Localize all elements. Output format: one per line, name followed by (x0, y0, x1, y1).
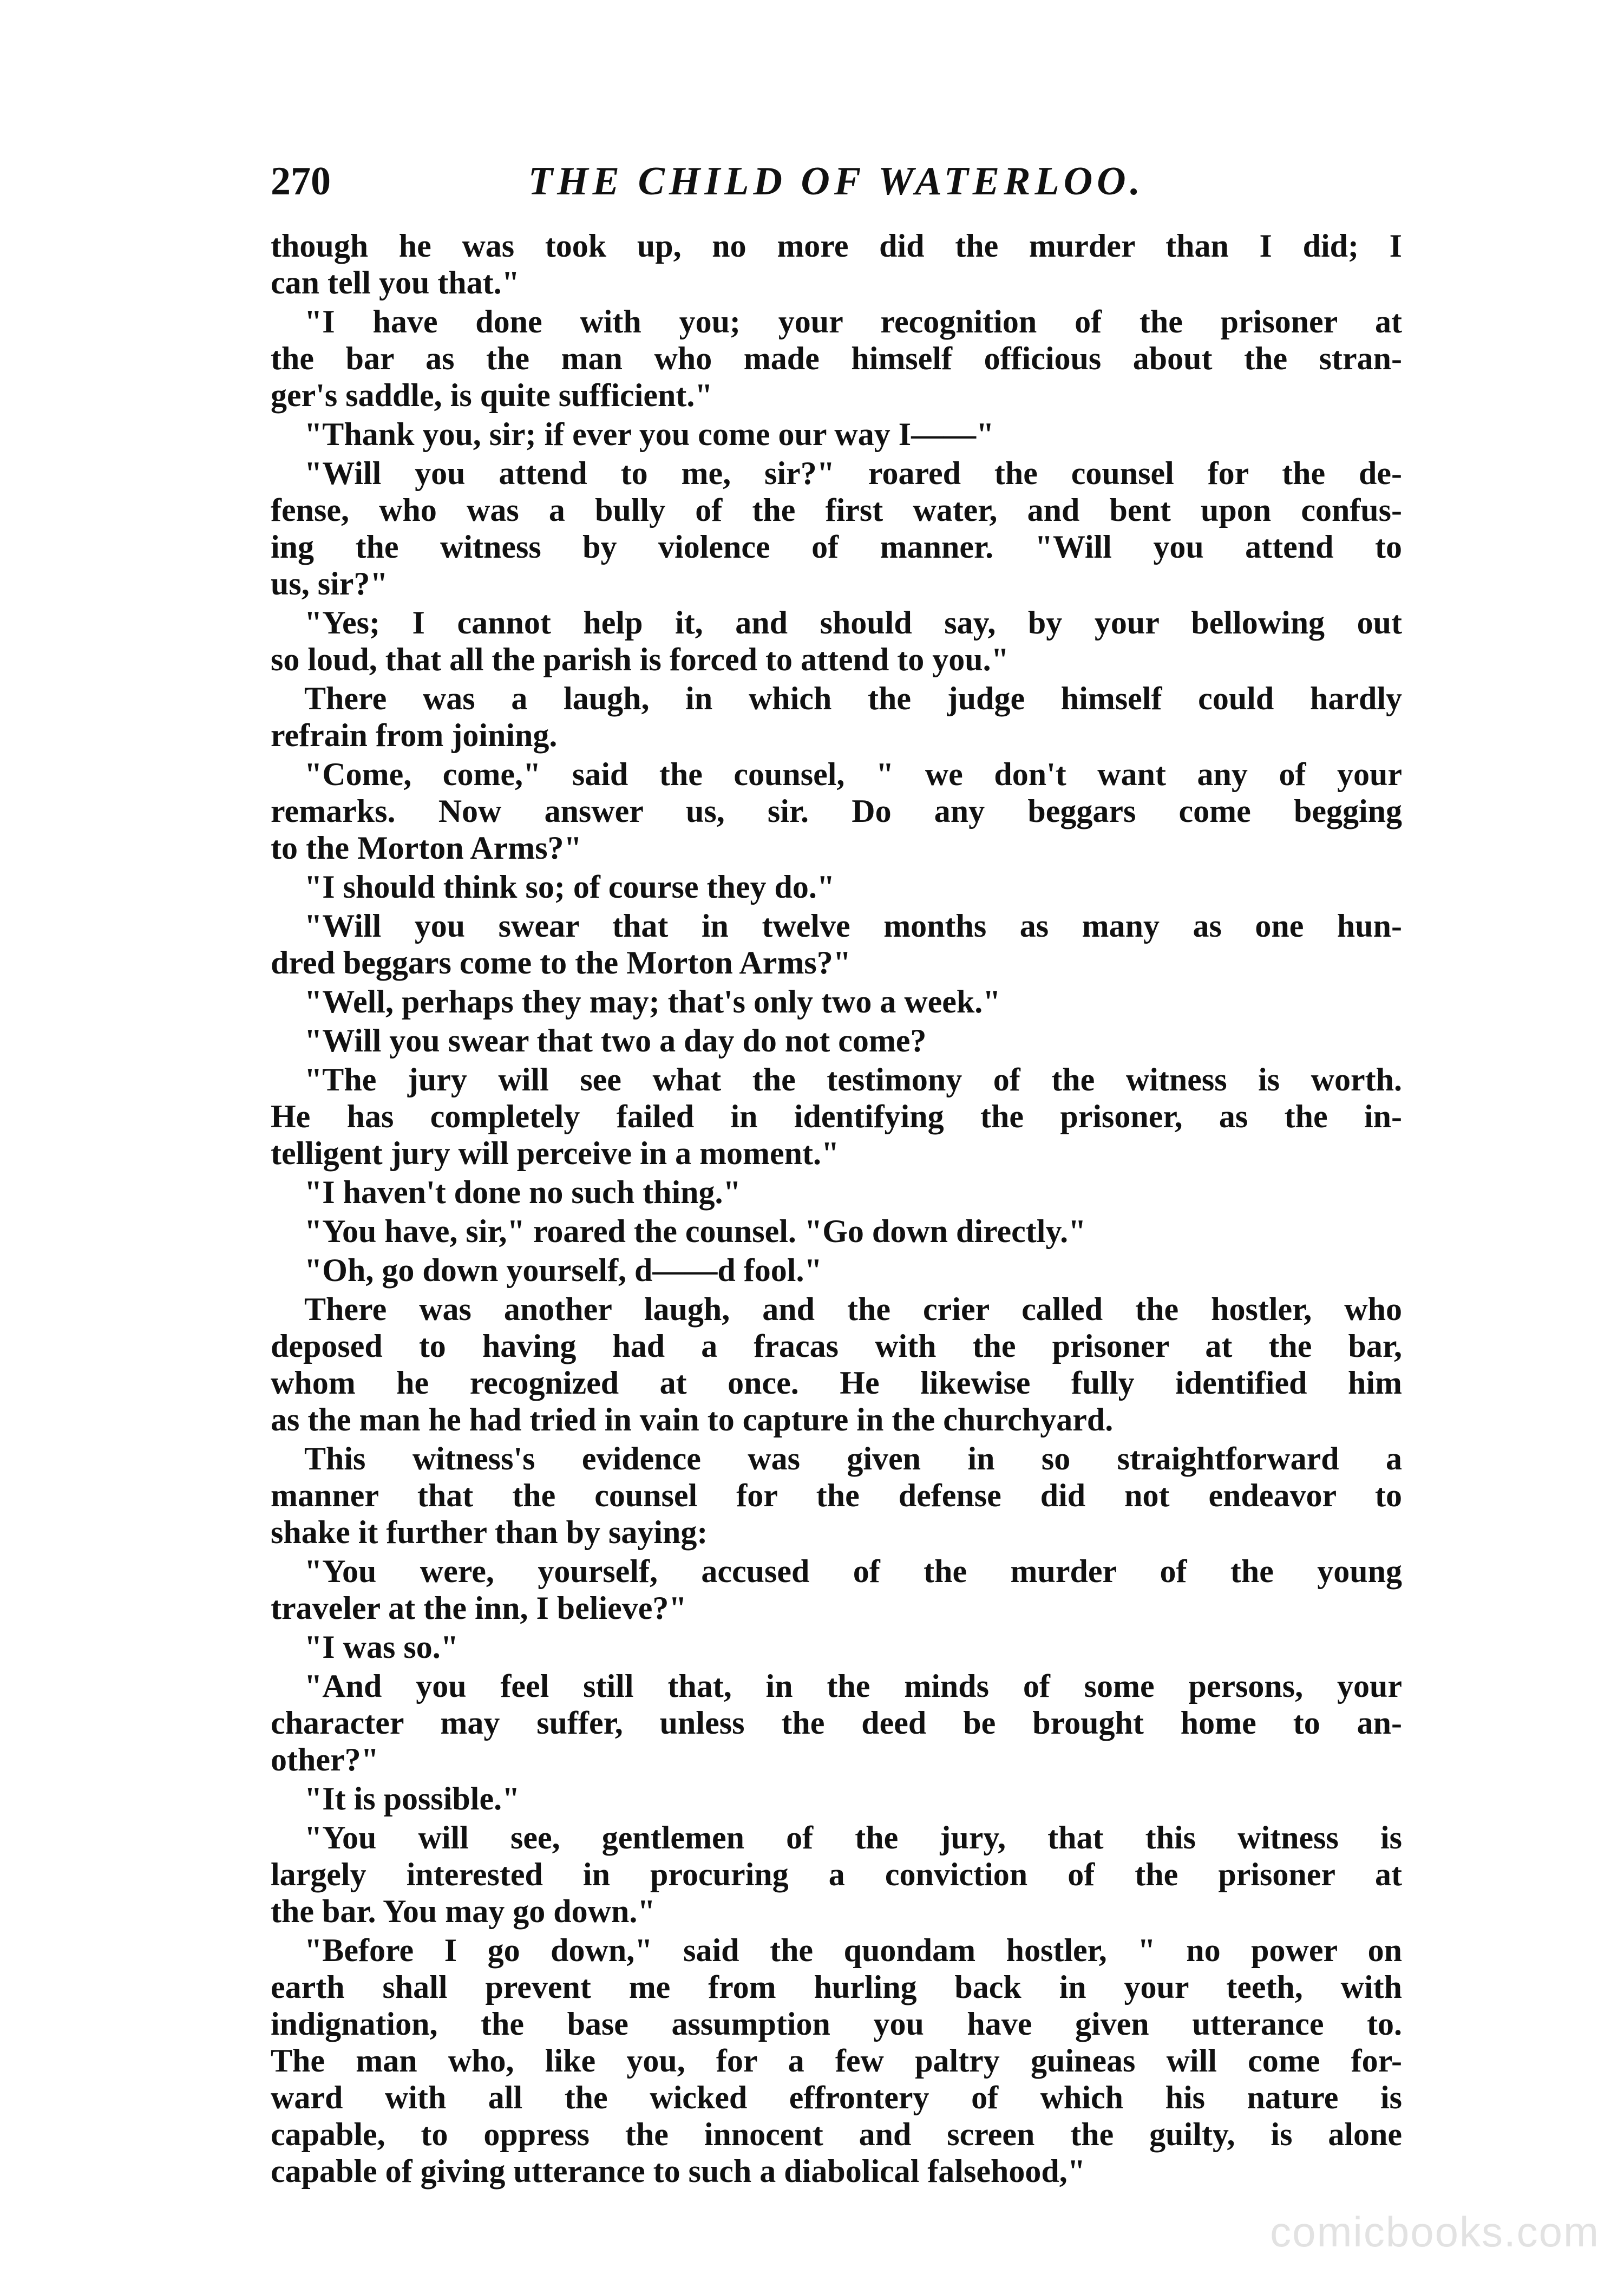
text-line: the bar as the man who made himself officious about the stran- (271, 341, 1402, 376)
text-line: shake it further than by saying: (271, 1514, 708, 1550)
text-line: can tell you that." (271, 265, 520, 300)
text-line: This witness's evidence was given in so straightforward a (304, 1441, 1402, 1476)
text-line: telligent jury will perceive in a moment." (271, 1135, 840, 1171)
text-line: traveler at the inn, I believe?" (271, 1590, 687, 1626)
text-line: "You will see, gentlemen of the jury, that this witness is (304, 1820, 1402, 1855)
page-number: 270 (271, 159, 331, 204)
text-line: as the man he had tried in vain to capture in the churchyard. (271, 1402, 1114, 1437)
text-line: "Before I go down," said the quondam hostler, " no power on (304, 1932, 1402, 1968)
text-line: remarks. Now answer us, sir. Do any beggars come begging (271, 793, 1402, 829)
text-line: to the Morton Arms?" (271, 830, 582, 866)
text-line: character may suffer, unless the deed be brought home to an- (271, 1705, 1402, 1741)
text-line: "Thank you, sir; if ever you come our way I——" (304, 416, 994, 452)
text-line: whom he recognized at once. He likewise fully identified him (271, 1365, 1402, 1401)
text-line: "It is possible." (304, 1781, 520, 1816)
text-line: ward with all the wicked effrontery of which his nature is (271, 2080, 1402, 2115)
text-line: ger's saddle, is quite sufficient." (271, 377, 713, 413)
text-line: "I was so." (304, 1629, 459, 1665)
text-line: ing the witness by violence of manner. "Will you attend to (271, 529, 1402, 565)
text-line: "Will you swear that in twelve months as many as one hun- (304, 908, 1402, 944)
text-line: He has completely failed in identifying the prisoner, as the in- (271, 1099, 1402, 1134)
text-line: The man who, like you, for a few paltry guineas will come for- (271, 2043, 1402, 2079)
text-line: us, sir?" (271, 566, 388, 602)
text-line: refrain from joining. (271, 717, 558, 753)
text-line: so loud, that all the parish is forced to attend to you." (271, 642, 1009, 677)
text-line: the bar. You may go down." (271, 1893, 656, 1929)
text-line: "And you feel still that, in the minds of some persons, your (304, 1668, 1402, 1704)
text-line: largely interested in procuring a conviction of the prisoner at (271, 1857, 1402, 1892)
text-line: "Come, come," said the counsel, " we don't want any of your (304, 756, 1402, 792)
text-line: "The jury will see what the testimony of the witness is worth. (304, 1062, 1402, 1097)
site-watermark: comicbooks.com (1270, 2208, 1600, 2256)
text-line: "Will you attend to me, sir?" roared the counsel for the de- (304, 455, 1402, 491)
text-line: "You have, sir," roared the counsel. "Go down directly." (304, 1213, 1086, 1249)
text-line: "I should think so; of course they do." (304, 869, 835, 905)
text-line: "I haven't done no such thing." (304, 1174, 741, 1210)
body-text (271, 227, 1402, 2189)
text-line: "Oh, go down yourself, d——d fool." (304, 1252, 822, 1288)
text-line: capable of giving utterance to such a diabolical falsehood," (271, 2153, 1086, 2189)
text-line: earth shall prevent me from hurling back in your teeth, with (271, 1969, 1402, 2005)
text-line: fense, who was a bully of the first water, and bent upon confus- (271, 492, 1402, 528)
text-line: though he was took up, no more did the murder than I did; I (271, 228, 1402, 264)
text-line: "I have done with you; your recognition of the prisoner at (304, 304, 1402, 339)
text-line: "Yes; I cannot help it, and should say, by your bellowing out (304, 605, 1402, 641)
text-line: "Well, perhaps they may; that's only two a week." (304, 984, 1001, 1020)
text-line: deposed to having had a fracas with the prisoner at the bar, (271, 1328, 1402, 1364)
text-line: There was another laugh, and the crier called the hostler, who (304, 1291, 1402, 1327)
text-line: "You were, yourself, accused of the murder of the young (304, 1553, 1402, 1589)
text-line: other?" (271, 1742, 379, 1778)
text-line: There was a laugh, in which the judge himself could hardly (304, 681, 1402, 716)
text-line: indignation, the base assumption you have given utterance to. (271, 2006, 1402, 2042)
text-line: "Will you swear that two a day do not come? (304, 1023, 927, 1058)
running-header (271, 149, 1402, 214)
running-title: THE CHILD OF WATERLOO. (528, 159, 1145, 204)
text-line: capable, to oppress the innocent and screen the guilty, is alone (271, 2116, 1402, 2152)
text-line: dred beggars come to the Morton Arms?" (271, 945, 852, 981)
text-line: manner that the counsel for the defense did not endeavor to (271, 1478, 1402, 1513)
